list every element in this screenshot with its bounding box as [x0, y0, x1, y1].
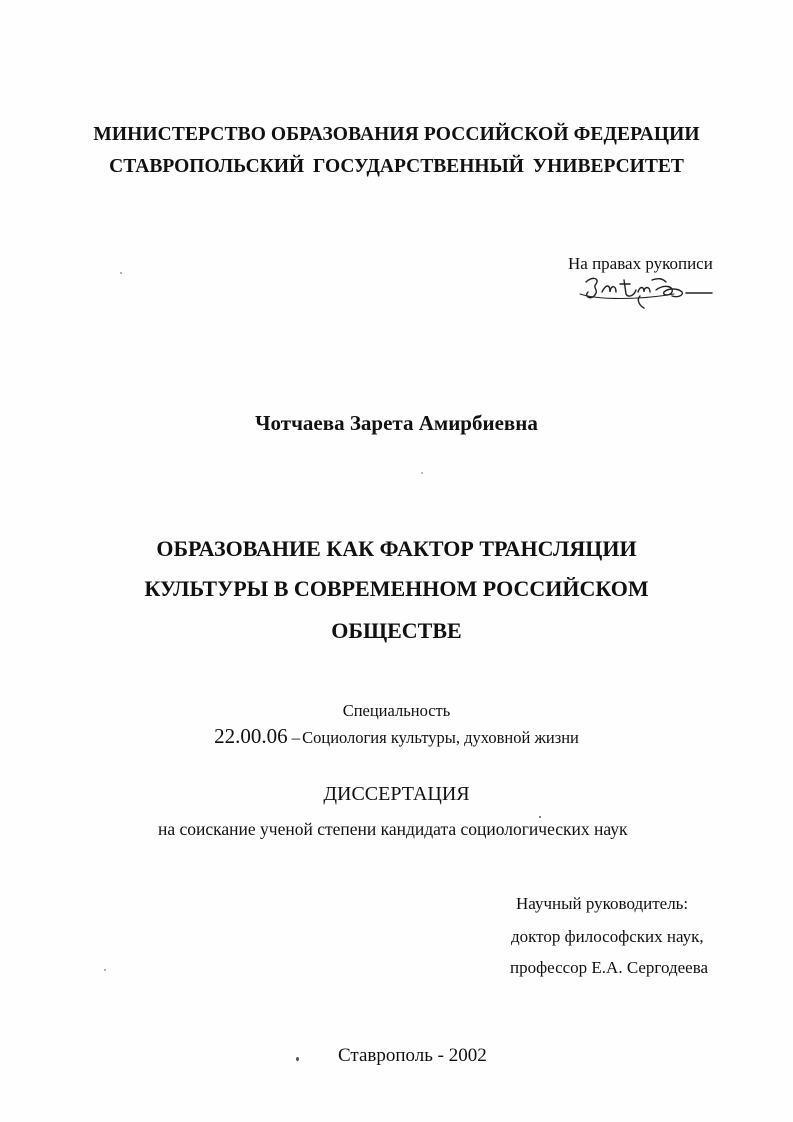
dissertation-title-line: ОБЩЕСТВЕ	[331, 618, 462, 643]
scan-speck	[296, 1057, 299, 1061]
manuscript-note: На правах рукописи	[568, 254, 713, 273]
signature-image	[578, 270, 718, 312]
dissertation-title-line: КУЛЬТУРЫ В СОВРЕМЕННОМ РОССИЙСКОМ	[144, 576, 649, 601]
scan-speck	[104, 969, 106, 971]
supervisor-name: профессор Е.А. Сергодеева	[510, 958, 709, 977]
specialty-row	[0, 724, 793, 749]
specialty-dash: –	[291, 728, 301, 747]
dissertation-title-line: ОБРАЗОВАНИЕ КАК ФАКТОР ТРАНСЛЯЦИИ	[156, 536, 637, 561]
specialty-label: Специальность	[342, 701, 451, 720]
supervisor-degree: доктор философских наук,	[511, 927, 704, 946]
ministry-heading: МИНИСТЕРСТВО ОБРАЗОВАНИЯ РОССИЙСКОЙ ФЕДЕРАЦИИ	[93, 124, 700, 145]
specialty-name: Социология культуры, духовной жизни	[302, 728, 579, 747]
author-name: Чотчаева Зарета Амирбиевна	[255, 411, 538, 435]
supervisor-label: Научный руководитель:	[516, 894, 689, 913]
scan-speck	[539, 816, 541, 818]
university-heading: СТАВРОПОЛЬСКИЙ ГОСУДАРСТВЕННЫЙ УНИВЕРСИТЕТ	[109, 156, 684, 177]
specialty-code: 22.00.06	[214, 724, 288, 748]
scan-speck	[421, 472, 423, 474]
degree-line: на соискание ученой степени кандидата социологических наук	[158, 819, 628, 839]
dissertation-label: ДИССЕРТАЦИЯ	[323, 783, 470, 805]
scan-speck	[120, 272, 122, 274]
city-year: Ставрополь - 2002	[338, 1045, 487, 1066]
